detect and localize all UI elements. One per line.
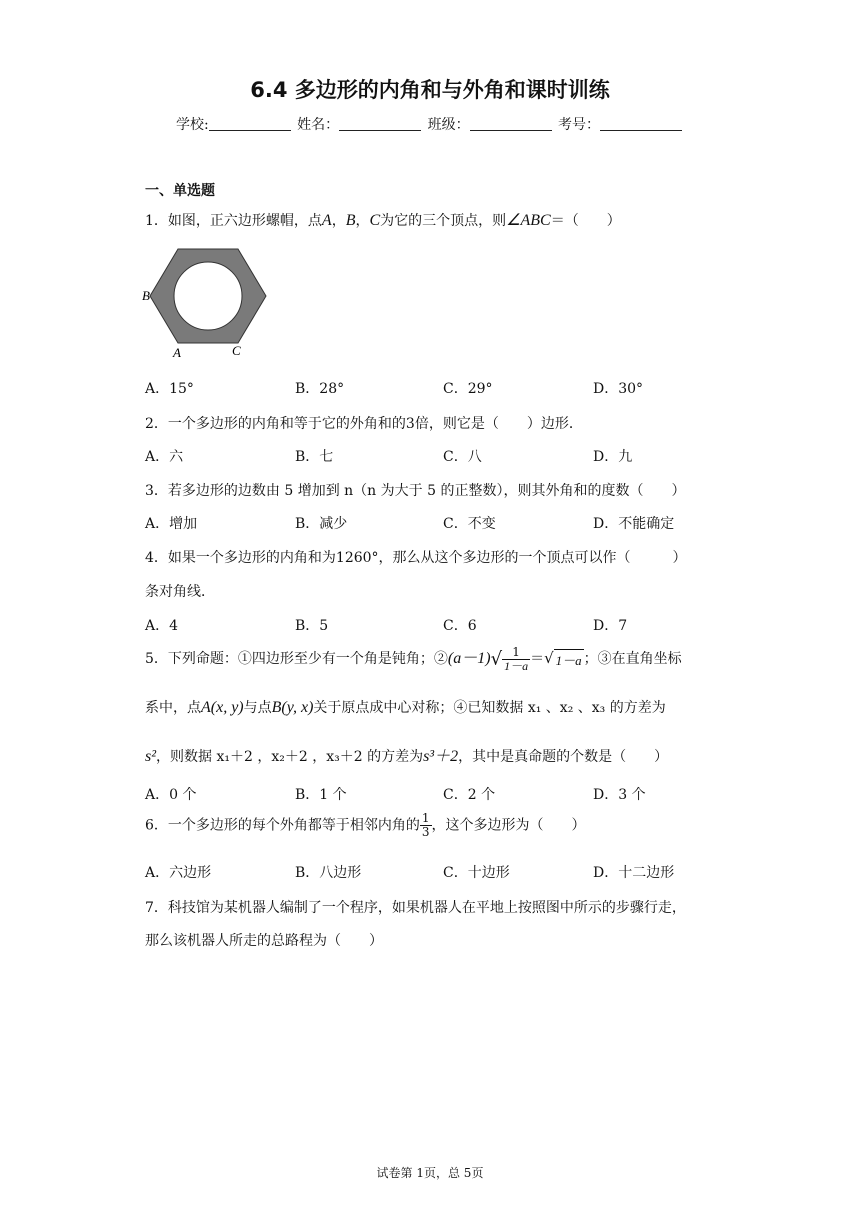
- question-1-stem: 1．如图，正六边形螺帽，点A，B，C为它的三个顶点，则∠ABC＝（ ）: [145, 212, 621, 229]
- option-a[interactable]: A．0 个: [145, 787, 197, 803]
- option-d[interactable]: D．7: [593, 618, 628, 634]
- option-c[interactable]: C．八: [443, 449, 482, 465]
- option-c[interactable]: C．6: [443, 618, 477, 634]
- option-a[interactable]: A．增加: [145, 516, 198, 532]
- class-blank[interactable]: [470, 116, 552, 131]
- option-d[interactable]: D．不能确定: [593, 516, 675, 532]
- class-label: 班级：: [427, 117, 470, 133]
- sqrt-sign-2: √: [544, 649, 554, 667]
- option-b[interactable]: B．七: [295, 449, 334, 465]
- page-footer: 试卷第 1页，总 5页: [376, 1166, 484, 1180]
- question-4-stem-line2: 条对角线．: [145, 584, 215, 600]
- option-b[interactable]: B．5: [295, 618, 329, 634]
- fraction: $\frac{1}{1-a}$: [504, 644, 529, 673]
- option-b[interactable]: B．减少: [295, 516, 348, 532]
- school-label: 学校:: [175, 117, 209, 133]
- exam-no-blank[interactable]: [600, 116, 682, 131]
- section-heading: 一、单选题: [145, 183, 215, 199]
- question-7-stem-line1: 7．科技馆为某机器人编制了一个程序，如果机器人在平地上按照图中所示的步骤行走，: [145, 900, 686, 916]
- option-c[interactable]: C．2 个: [443, 787, 496, 803]
- question-4-stem-line1: 4．如果一个多边形的内角和为1260°，那么从这个多边形的一个顶点可以作（ ）: [145, 550, 687, 566]
- option-d[interactable]: D．30°: [593, 381, 644, 397]
- fraction: $\frac{1}{3}$: [421, 811, 430, 839]
- question-3-stem: 3．若多边形的边数由 5 增加到 n（n 为大于 5 的正整数），则其外角和的度数（ ）: [145, 483, 686, 499]
- option-b[interactable]: B．28°: [295, 381, 345, 397]
- school-blank[interactable]: [209, 116, 291, 131]
- sqrt-sign: √: [490, 648, 503, 670]
- option-c[interactable]: C．十边形: [443, 865, 510, 881]
- option-a[interactable]: A．4: [145, 618, 179, 634]
- student-info-line: [0, 114, 860, 134]
- option-a[interactable]: A．六边形: [145, 865, 212, 881]
- option-d[interactable]: D．十二边形: [593, 865, 675, 881]
- option-b[interactable]: B．八边形: [295, 865, 362, 881]
- option-d[interactable]: D．九: [593, 449, 633, 465]
- exam-no-label: 考号：: [558, 117, 601, 133]
- question-5-stem-line2: 系中，点A(x, y)与点B(y, x)关于原点成中心对称；④已知数据 x₁ 、x₂ 、x₃ 的方差为: [145, 699, 666, 716]
- hexagon-nut-figure: [140, 243, 270, 361]
- question-7-stem-line2: 那么该机器人所走的总路程为（ ）: [145, 933, 383, 949]
- option-b[interactable]: B．1 个: [295, 787, 347, 803]
- figure-label-c: C: [232, 343, 241, 358]
- question-6-stem: 6．一个多边形的每个外角都等于相邻内角的 $\frac{1}{3}$ ，这个多边形为（ ）: [145, 811, 586, 839]
- option-d[interactable]: D．3 个: [593, 787, 646, 803]
- question-2-stem: 2．一个多边形的内角和等于它的外角和的3倍，则它是（ ）边形．: [145, 416, 583, 432]
- page-title: 6.4 多边形的内角和与外角和课时训练: [250, 78, 610, 102]
- name-blank[interactable]: [339, 116, 421, 131]
- hexagon-hole: [174, 262, 242, 330]
- option-c[interactable]: C．不变: [443, 516, 496, 532]
- question-5-stem-line3: s²，则数据 x₁＋2 ，x₂＋2 ，x₃＋2 的方差为s³＋2，其中是真命题的个数是（ ）: [145, 748, 669, 765]
- figure-label-a: A: [173, 345, 181, 360]
- option-a[interactable]: A．六: [145, 449, 184, 465]
- name-label: 姓名：: [297, 117, 340, 133]
- question-5-stem-line1: 5．下列命题：①四边形至少有一个角是钝角；②(a－1)√ $\frac{1}{1-a}$ ＝√ 1－a ；③在直角坐标: [145, 644, 682, 673]
- option-c[interactable]: C．29°: [443, 381, 493, 397]
- option-a[interactable]: A．15°: [145, 381, 194, 397]
- figure-label-b: B: [142, 288, 150, 303]
